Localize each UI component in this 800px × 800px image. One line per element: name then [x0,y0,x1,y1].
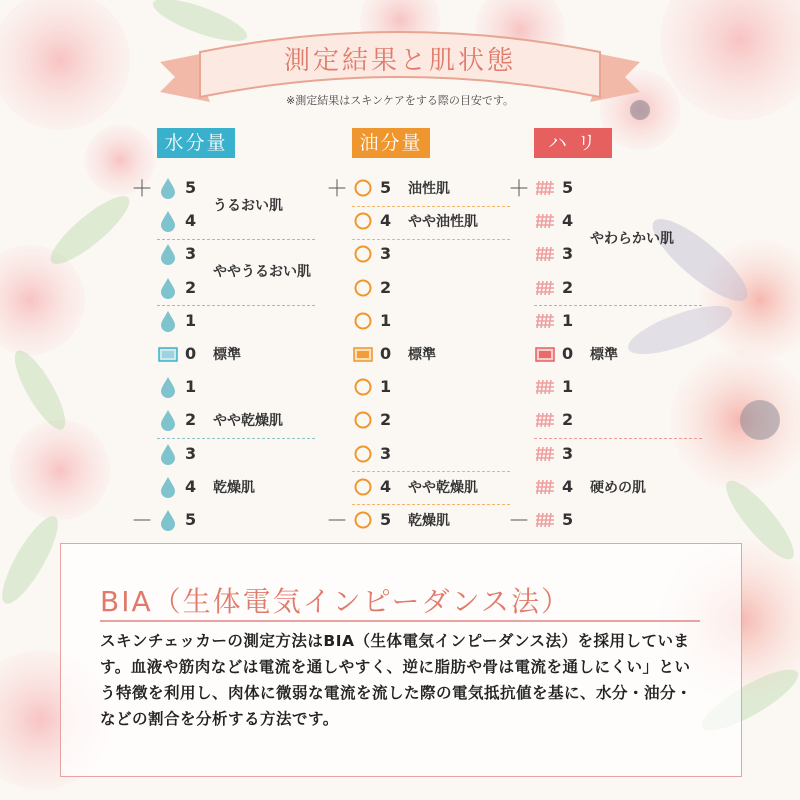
water-level-number: 2 [185,410,197,430]
oil-level-number: 3 [380,244,392,264]
bia-title: BIA（生体電気インピーダンス法） [100,585,571,618]
circle-icon [352,242,374,275]
oil-skin-label: やや油性肌 [408,214,478,231]
firmness-level-number: 0 [562,344,574,363]
oil-level-number: 4 [380,476,392,496]
plus-icon: ＋ [131,177,154,202]
water-level-number: 2 [185,277,197,297]
firmness-level-number: 1 [562,377,574,397]
firmness-level-number: 5 [562,510,574,529]
hatch-icon [534,508,556,541]
zero-marker-icon [534,342,556,375]
water-skin-label: うるおい肌 [213,197,283,214]
water-drop-icon [157,475,179,508]
zero-marker-icon [157,342,179,375]
firmness-divider [534,438,702,439]
water-skin-label: ややうるおい肌 [213,264,311,280]
water-drop-icon [157,408,179,441]
circle-icon [352,442,374,475]
page-title: 測定結果と肌状態 [283,46,516,76]
water-level-number: 3 [185,244,197,264]
firmness-level-number: 3 [562,244,574,264]
circle-icon [352,408,374,441]
firmness-level-number: 5 [562,178,574,197]
oil-divider [352,239,510,240]
firmness-divider [534,305,702,306]
firmness-skin-label: 硬めの肌 [590,479,646,496]
water-skin-label: 標準 [213,347,241,363]
circle-icon [352,309,374,342]
water-header: 水分量 [157,128,235,158]
bia-description: スキンチェッカーの測定方法はBIA（生体電気インピーダンス法）を採用しています。血液や筋肉などは電流を通しやすく、逆に脂肪や骨は電流を通しにくい」という特徴を利用し、肉体に微弱な電流を流した際の電気抵抗値を基に、水分・油分・などの割合を分析する方法です。 [100,632,693,728]
hatch-icon [534,408,556,441]
oil-level-number: 4 [380,211,392,231]
oil-header: 油分量 [352,128,430,158]
circle-icon [352,176,374,209]
water-drop-icon [157,276,179,309]
water-level-number: 1 [185,310,197,330]
firmness-level-number: 1 [562,310,574,330]
oil-level-number: 2 [380,410,392,430]
water-drop-icon [157,375,179,408]
oil-skin-label: やや乾燥肌 [408,479,478,496]
minus-icon: － [326,509,349,534]
firmness-level-number: 4 [562,476,574,496]
water-drop-icon [157,309,179,342]
oil-level-number: 1 [380,377,392,397]
water-drop-icon [157,209,179,242]
firmness-skin-label: 標準 [590,347,618,363]
water-skin-label: 乾燥肌 [213,479,255,496]
water-drop-icon [157,242,179,275]
bia-title-rule [100,620,700,622]
hatch-icon [534,309,556,342]
measurement-note: ※測定結果はスキンケアをする際の目安です。 [285,94,514,107]
water-divider [157,305,315,306]
minus-icon: － [508,509,531,534]
oil-skin-label: 油性肌 [408,181,450,197]
circle-icon [352,475,374,508]
hatch-icon [534,176,556,209]
oil-level-number: 3 [380,443,392,463]
water-skin-label: やや乾燥肌 [213,413,283,430]
circle-icon [352,209,374,242]
oil-level-number: 5 [380,510,392,529]
water-level-number: 0 [185,344,197,363]
plus-icon: ＋ [326,177,349,202]
oil-divider [352,504,510,505]
oil-divider [352,206,510,207]
hatch-icon [534,375,556,408]
oil-level-number: 1 [380,310,392,330]
water-drop-icon [157,176,179,209]
hatch-icon [534,442,556,475]
firmness-level-number: 3 [562,443,574,463]
water-drop-icon [157,508,179,541]
hatch-icon [534,209,556,242]
water-level-number: 5 [185,178,197,197]
oil-divider [352,471,510,472]
water-divider [157,239,315,240]
water-level-number: 5 [185,510,197,529]
water-level-number: 3 [185,443,197,463]
firmness-level-number: 4 [562,211,574,231]
water-divider [157,438,315,439]
firmness-level-number: 2 [562,277,574,297]
oil-level-number: 0 [380,344,392,363]
water-level-number: 4 [185,476,197,496]
zero-marker-icon [352,342,374,375]
water-drop-icon [157,442,179,475]
hatch-icon [534,475,556,508]
circle-icon [352,508,374,541]
hatch-icon [534,276,556,309]
firmness-level-number: 2 [562,410,574,430]
firmness-header: ハ リ [534,128,612,158]
firmness-skin-label: やわらかい肌 [590,230,674,247]
oil-skin-label: 標準 [408,347,436,363]
oil-level-number: 5 [380,178,392,197]
oil-skin-label: 乾燥肌 [408,513,450,529]
minus-icon: － [131,509,154,534]
water-level-number: 1 [185,377,197,397]
water-level-number: 4 [185,211,197,231]
plus-icon: ＋ [508,177,531,202]
circle-icon [352,375,374,408]
circle-icon [352,276,374,309]
hatch-icon [534,242,556,275]
oil-level-number: 2 [380,277,392,297]
